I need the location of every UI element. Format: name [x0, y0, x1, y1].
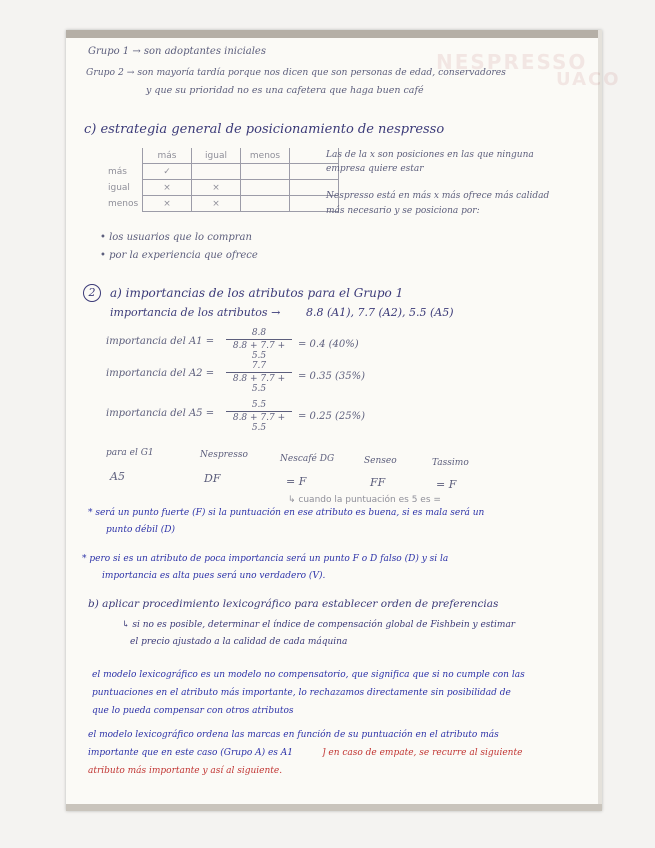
table-cell: × — [192, 196, 241, 212]
calc-numerator: 8.8 — [251, 328, 267, 338]
row-label: menos — [108, 196, 143, 212]
table-corner — [108, 148, 143, 164]
lexico-paragraph-1b: puntuaciones en el atributo más importante, lo rechazamos directamente sin posibilidad de — [92, 688, 511, 698]
lexico-paragraph-2c: atributo más importante y así al siguiente. — [88, 766, 283, 776]
note-nespresso-a: Nespresso está en más x más ofrece más calidad — [326, 191, 550, 201]
table-cell: × — [143, 196, 192, 212]
brand-header: Nespresso — [200, 450, 248, 460]
section-2a-heading: a) importancias de los atributos para el Grupo 1 — [110, 286, 404, 300]
brand-value: = F — [286, 475, 307, 488]
importances-values: 8.8 (A1), 7.7 (A2), 5.5 (A5) — [306, 306, 454, 319]
lexico-paragraph-2b-red: ] en caso de empate, se recurre al siguiente — [322, 748, 523, 758]
fraction-bar — [226, 372, 292, 373]
table-header: menos — [241, 148, 290, 164]
brand-header: Tassimo — [432, 458, 469, 468]
calc-result-a2: = 0.35 (35%) — [298, 371, 366, 382]
calc-fraction-a5 — [226, 400, 292, 433]
brand-header: Senseo — [364, 456, 397, 466]
table-header-row — [108, 148, 339, 164]
positioning-table — [108, 148, 339, 212]
calc-fraction-a2 — [226, 361, 292, 394]
importances-label: importancia de los atributos → — [110, 306, 281, 319]
brand-value: A5 — [110, 470, 125, 483]
calc-result-a1: = 0.4 (40%) — [298, 339, 359, 350]
table-cell: ✓ — [143, 164, 192, 180]
calc-numerator: 7.7 — [251, 361, 267, 371]
note-positions-a: Las de la x son posiciones en las que ninguna — [326, 150, 534, 160]
row-label: más — [108, 164, 143, 180]
bleed-through-text-side: UACO — [556, 69, 621, 90]
lexico-paragraph-2a: el modelo lexicográfico ordena las marcas en función de su puntuación en el atributo más — [88, 730, 499, 740]
brand-value: = F — [436, 478, 457, 491]
section-c-title: c) estrategia general de posicionamiento de nespresso — [84, 122, 445, 137]
fraction-bar — [226, 339, 292, 340]
table-row — [108, 164, 339, 180]
table-cell: × — [143, 180, 192, 196]
calc-denominator: 8.8 + 7.7 + 5.5 — [232, 413, 286, 433]
star-note-1b: punto débil (D) — [106, 525, 175, 535]
brand-value: FF — [370, 476, 386, 489]
star-note-1a: * será un punto fuerte (F) si la puntuación en ese atributo es buena, si es mala será un — [88, 508, 485, 518]
brand-value: DF — [204, 472, 221, 485]
calc-fraction-a1 — [226, 328, 292, 361]
group1-line: Grupo 1 → son adoptantes iniciales — [88, 46, 266, 57]
page-bottom-shadow — [66, 804, 602, 811]
brand-header: Nescafé DG — [280, 454, 335, 464]
calc-numerator: 5.5 — [251, 400, 267, 410]
calc-label-a5: importancia del A5 = — [106, 408, 215, 419]
table-cell: × — [192, 180, 241, 196]
note-positions-b: empresa quiere estar — [326, 164, 424, 174]
lexico-paragraph-1c: que lo pueda compensar con otros atributos — [92, 706, 294, 716]
lexico-paragraph-2b: importante que en este caso (Grupo A) es A1 — [88, 748, 294, 758]
table-cell — [192, 164, 241, 180]
calc-result-a5: = 0.25 (25%) — [298, 411, 366, 422]
bullet-experience: • por la experiencia que ofrece — [100, 250, 258, 261]
table-row — [108, 196, 339, 212]
section-b-title: b) aplicar procedimiento lexicográfico para establecer orden de preferencias — [88, 598, 499, 610]
page-right-edge — [598, 30, 602, 811]
calc-label-a2: importancia del A2 = — [106, 368, 215, 379]
lexico-paragraph-1a: el modelo lexicográfico es un modelo no compensatorio, que significa que si no cumple con las — [92, 670, 525, 680]
page-top-shadow — [66, 30, 602, 38]
fraction-bar — [226, 411, 292, 412]
table-header: igual — [192, 148, 241, 164]
table-cell — [241, 180, 290, 196]
tie-note: ↳ cuando la puntuación es 5 es = — [288, 495, 441, 505]
section-b-line1: ↳ si no es posible, determinar el índice de compensación global de Fishbein y estimar — [122, 620, 516, 630]
bleed-through-text: NESPRESSO — [436, 50, 588, 74]
calc-denominator: 8.8 + 7.7 + 5.5 — [232, 374, 286, 394]
note-nespresso-b: más necesario y se posiciona por: — [326, 206, 480, 216]
table-header: más — [143, 148, 192, 164]
star-note-2a: * pero si es un atributo de poca importancia será un punto F o D falso (D) y si la — [82, 554, 449, 564]
brand-header: para el G1 — [106, 448, 154, 458]
table-row — [108, 180, 339, 196]
table-cell — [241, 196, 290, 212]
star-note-2b: importancia es alta pues será uno verdadero (V). — [102, 571, 326, 581]
bullet-users: • los usuarios que lo compran — [100, 232, 252, 243]
group2-line-b: y que su prioridad no es una cafetera que haga buen café — [146, 85, 424, 96]
row-label: igual — [108, 180, 143, 196]
calc-denominator: 8.8 + 7.7 + 5.5 — [232, 341, 286, 361]
section-b-line2: el precio ajustado a la calidad de cada máquina — [130, 637, 348, 647]
section-number-circle: 2 — [83, 284, 101, 302]
calc-label-a1: importancia del A1 = — [106, 336, 215, 347]
table-cell — [241, 164, 290, 180]
group2-line-a: Grupo 2 → son mayoría tardía porque nos dicen que son personas de edad, conservadores — [86, 67, 506, 78]
notebook-page — [66, 30, 621, 811]
